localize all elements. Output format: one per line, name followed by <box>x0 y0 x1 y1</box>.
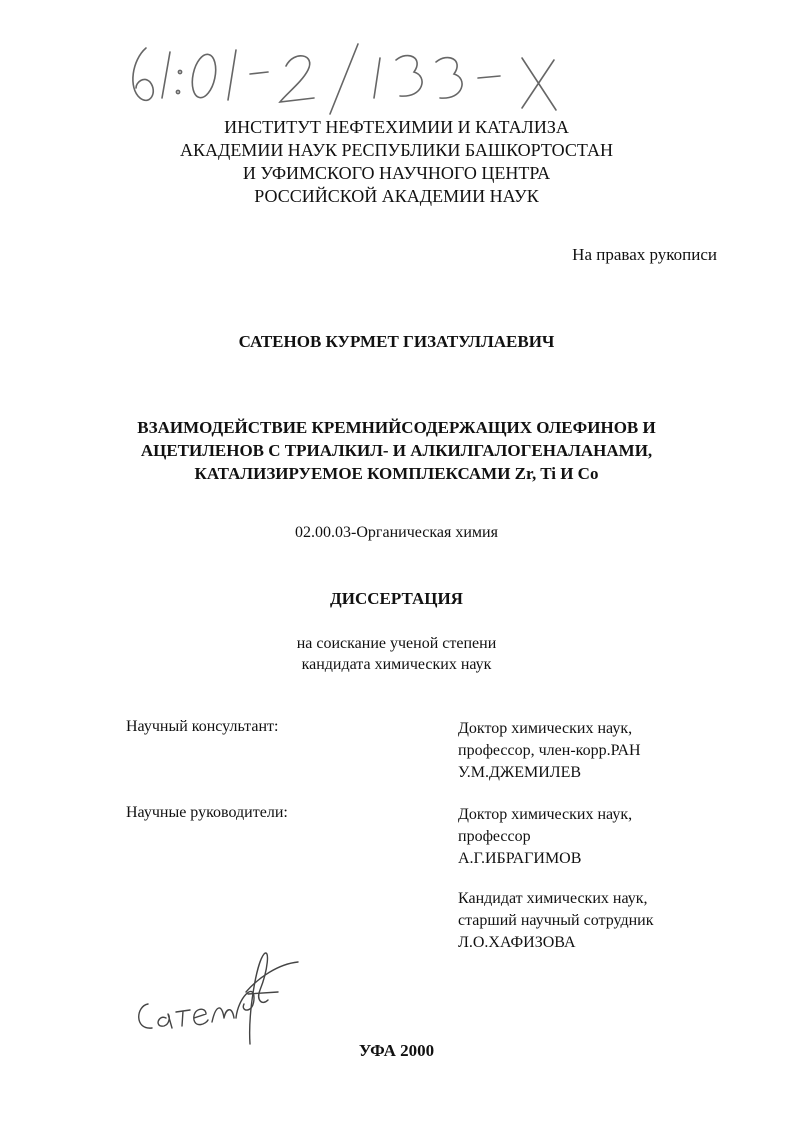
city-year: УФА 2000 <box>358 1041 435 1060</box>
thesis-title-line: КАТАЛИЗИРУЕМОЕ КОМПЛЕКСАМИ Zr, Ti И Co <box>194 464 599 483</box>
archive-code-handwriting <box>118 36 598 126</box>
advisor-info <box>458 888 758 954</box>
document-type: ДИССЕРТАЦИЯ <box>330 589 463 608</box>
thesis-title <box>0 416 793 485</box>
advisor-name: Л.О.ХАФИЗОВА <box>458 934 576 951</box>
consultant-info <box>458 718 758 784</box>
institute-line: И УФИМСКОГО НАУЧНОГО ЦЕНТРА <box>242 163 551 183</box>
consultant-degree: Доктор химических наук, <box>458 720 633 737</box>
degree-line: кандидата химических наук <box>301 656 492 673</box>
consultant-name: У.М.ДЖЕМИЛЕВ <box>458 764 582 781</box>
advisor-info <box>458 804 758 870</box>
thesis-title-line: АЦЕТИЛЕНОВ С ТРИАЛКИЛ- И АЛКИЛГАЛОГЕНАЛАНАМИ, <box>140 441 653 460</box>
advisors-label: Научные руководители: <box>126 804 288 821</box>
degree-description <box>0 633 793 675</box>
institute-header <box>0 116 793 208</box>
author-name: САТЕНОВ КУРМЕТ ГИЗАТУЛЛАЕВИЧ <box>238 332 555 351</box>
thesis-title-line: ВЗАИМОДЕЙСТВИЕ КРЕМНИЙСОДЕРЖАЩИХ ОЛЕФИНОВ И <box>137 418 656 437</box>
consultant-label: Научный консультант: <box>126 718 279 735</box>
author-signature <box>128 934 308 1054</box>
institute-line: ИНСТИТУТ НЕФТЕХИМИИ И КАТАЛИЗА <box>224 117 569 137</box>
consultant-title: профессор, член-корр.РАН <box>458 742 641 759</box>
institute-line: РОССИЙСКОЙ АКАДЕМИИ НАУК <box>254 186 539 206</box>
advisor-title: старший научный сотрудник <box>458 912 654 929</box>
degree-line: на соискание ученой степени <box>296 635 497 652</box>
advisor-degree: Доктор химических наук, <box>458 806 633 823</box>
advisor-title: профессор <box>458 828 531 845</box>
specialty: 02.00.03-Органическая химия <box>295 524 498 541</box>
advisor-degree: Кандидат химических наук, <box>458 890 648 907</box>
advisor-name: А.Г.ИБРАГИМОВ <box>458 850 582 867</box>
manuscript-note: На правах рукописи <box>572 245 717 264</box>
institute-line: АКАДЕМИИ НАУК РЕСПУБЛИКИ БАШКОРТОСТАН <box>180 140 613 160</box>
